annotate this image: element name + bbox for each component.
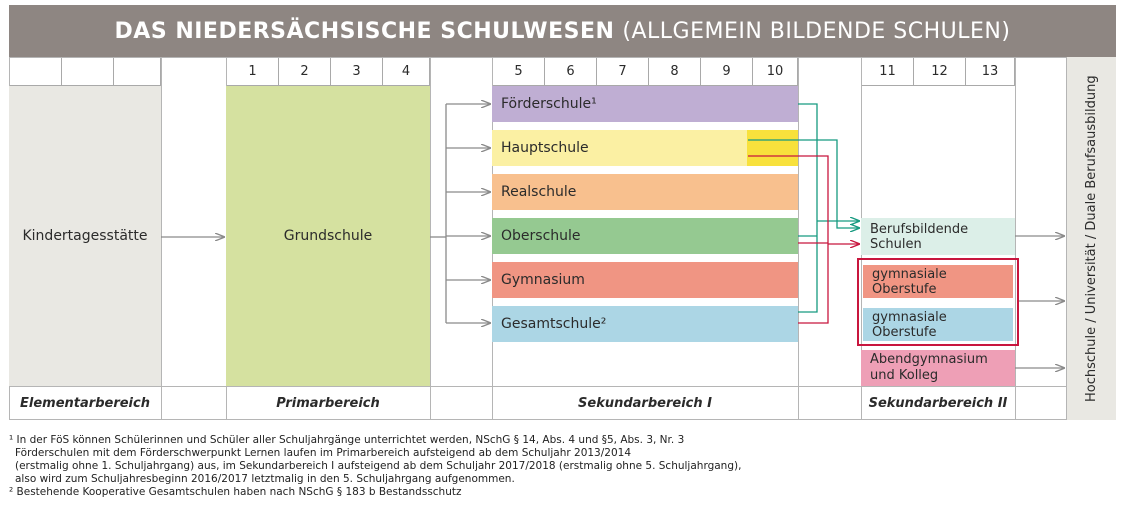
grade-cell: 5 <box>493 58 545 85</box>
footnotes <box>9 434 1109 499</box>
footnote-line: (erstmalig ohne 1. Schuljahrgang) aus, im Sekundarbereich I aufsteigend ab dem Schuljahr 2017/2018 (erstmalig ohne 5. Schuljahrgang), <box>15 460 742 472</box>
area-label-primar: Primarbereich <box>276 396 380 411</box>
grade-cell: 8 <box>649 58 701 85</box>
grade-cell: 9 <box>701 58 753 85</box>
grade-cell: 10 <box>766 64 784 79</box>
footnote-line: also wird zum Schuljahresbeginn 2016/2017 letztmalig in den 5. Schuljahrgang aufgenommen. <box>15 473 515 485</box>
gymnasiale-oberstufe-label-2: gymnasiale Oberstufe <box>872 309 947 340</box>
oberschule-label: Oberschule <box>501 228 581 244</box>
area-label-elementar: Elementarbereich <box>20 396 150 411</box>
abendgymnasium-line2: und Kolleg <box>870 368 939 383</box>
grade-cell: 4 <box>401 64 411 79</box>
grade-cell: 2 <box>279 58 331 85</box>
grade-cell: 7 <box>597 58 649 85</box>
grade-cell: 1 <box>227 58 279 85</box>
gymnasium-label: Gymnasium <box>501 272 585 288</box>
title-bold: DAS NIEDERSÄCHSISCHE SCHULWESEN <box>114 18 615 44</box>
gymnasiale-oberstufe-label-1: gymnasiale Oberstufe <box>872 266 947 297</box>
abendgymnasium-line1: Abendgymnasium <box>870 352 988 367</box>
kindertagesstaette-label: Kindertagesstätte <box>22 228 148 244</box>
arrow-teal-berufsbildende <box>748 104 859 312</box>
title-rest: (ALLGEMEIN BILDENDE SCHULEN) <box>622 18 1011 44</box>
higher-education-label: Hochschule / Universität / Duale Berufsausbildung <box>1084 75 1099 402</box>
gesamtschule-label: Gesamtschule² <box>501 316 607 332</box>
grade-cell: 13 <box>981 64 999 79</box>
arrow-grundschule-sek1 <box>430 104 490 323</box>
realschule-label: Realschule <box>501 184 577 200</box>
grade-cell: 11 <box>862 58 914 85</box>
arrow-red-oberstufe <box>748 156 859 323</box>
grundschule-label: Grundschule <box>283 228 373 244</box>
grade-cell: 6 <box>545 58 597 85</box>
footnote-line: Förderschulen mit dem Förderschwerpunkt Lernen laufen im Primarbereich aufsteigend ab dem Schuljahr 2013/2014 <box>15 447 631 459</box>
berufsbildende-schulen-label: Berufsbildende Schulen <box>870 221 969 252</box>
foerderschule-label: Förderschule¹ <box>501 96 597 112</box>
area-label-sek2: Sekundarbereich II <box>868 396 1008 411</box>
footnote-line: ¹ In der FöS können Schülerinnen und Schüler aller Schuljahrgänge unterrichtet werden, NSchG § 14, Abs. 4 und §5, Abs. 3, Nr. 3 <box>9 434 685 446</box>
grade-cell: 12 <box>914 58 966 85</box>
grade-cell: 3 <box>331 58 383 85</box>
footnote-line: ² Bestehende Kooperative Gesamtschulen haben nach NSchG § 183 b Bestandsschutz <box>9 486 462 498</box>
hauptschule-label: Hauptschule <box>501 140 589 156</box>
area-label-sek1: Sekundarbereich I <box>578 396 712 411</box>
